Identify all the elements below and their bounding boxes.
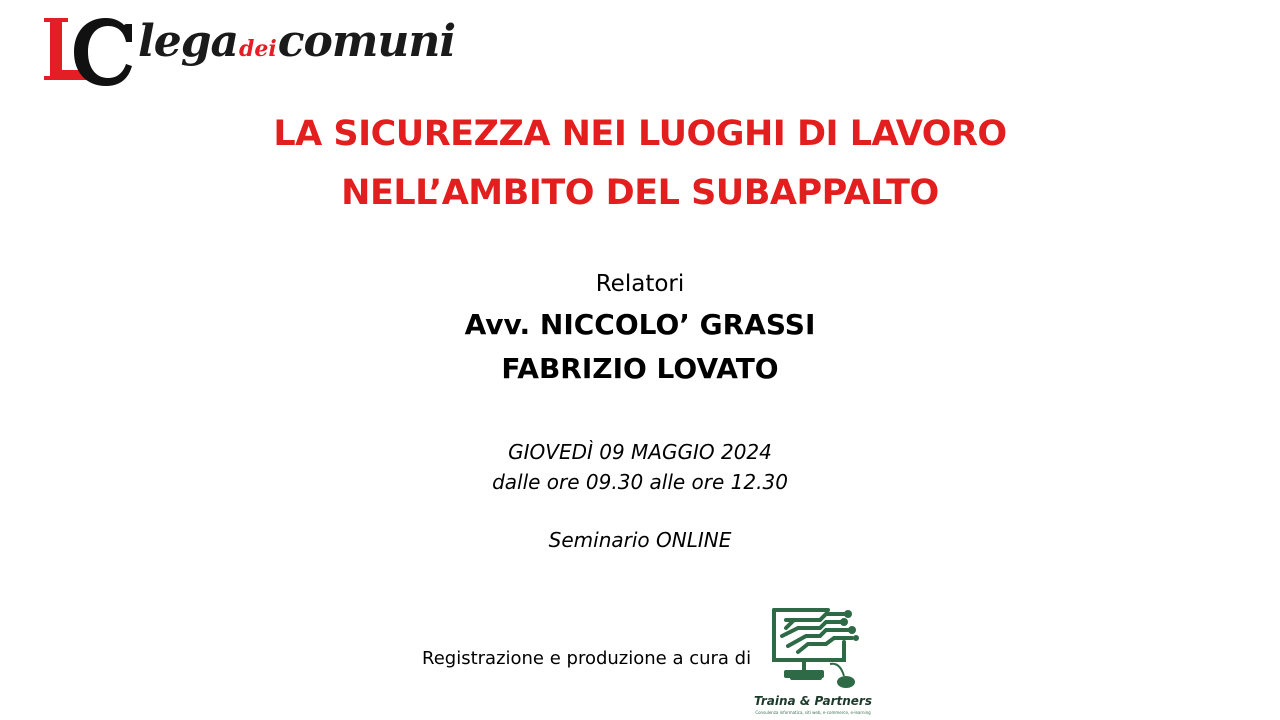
lc-logo-mark-icon <box>40 14 136 86</box>
event-format: Seminario ONLINE <box>548 528 732 552</box>
speaker-name-1: Avv. NICCOLO’ GRASSI <box>464 308 816 341</box>
event-time: dalle ore 09.30 alle ore 12.30 <box>492 470 788 494</box>
logo-word-lega: lega <box>138 16 238 67</box>
title-line-1: LA SICUREZZA NEI LUOGHI DI LAVORO <box>273 114 1007 154</box>
traina-partners-logo <box>748 600 878 718</box>
lega-dei-comuni-logo <box>40 10 456 90</box>
speaker-name-2: FABRIZIO LOVATO <box>501 352 779 385</box>
monitor-circuit-icon <box>768 602 860 690</box>
title-line-2: NELL’AMBITO DEL SUBAPPALTO <box>341 173 939 213</box>
partner-tagline: Consulenza informatica, siti web, e-commerce, e-learning <box>755 710 871 715</box>
logo-wordmark <box>138 16 456 67</box>
production-credit: Registrazione e produzione a cura di <box>422 648 752 669</box>
event-date: GIOVEDÌ 09 MAGGIO 2024 <box>508 440 772 464</box>
logo-word-dei: dei <box>238 36 277 62</box>
speakers-label: Relatori <box>595 271 685 297</box>
logo-word-comuni: comuni <box>277 16 456 67</box>
partner-name: Traina & Partners <box>754 694 872 708</box>
